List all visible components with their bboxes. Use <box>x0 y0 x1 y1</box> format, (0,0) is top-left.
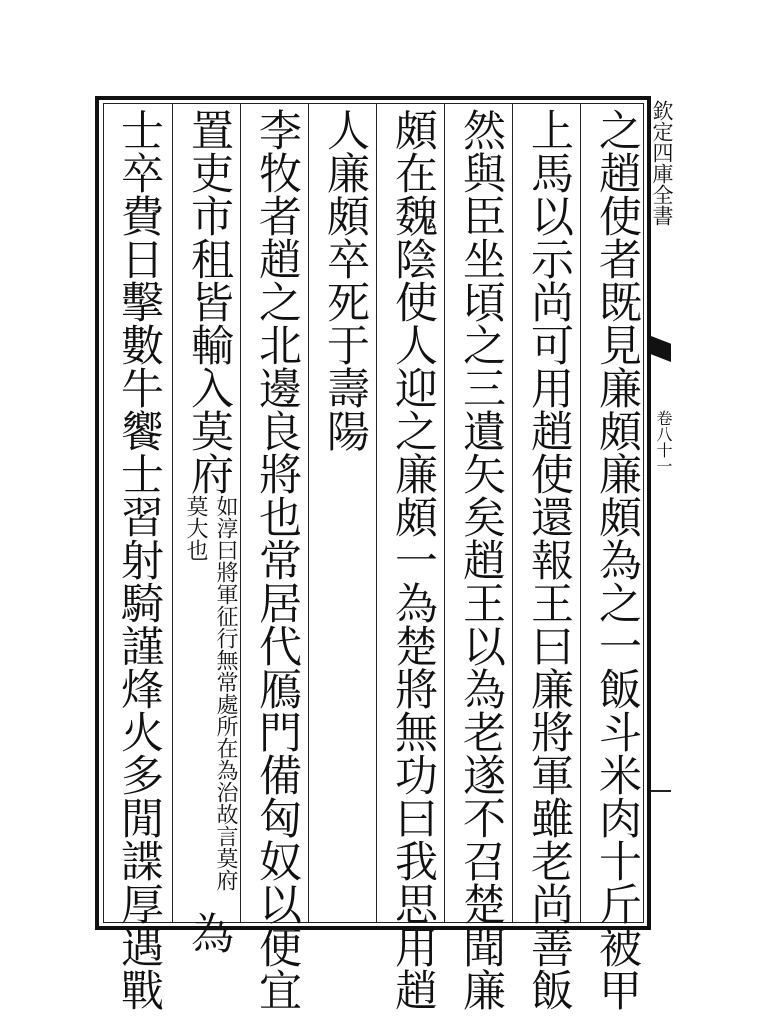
collection-title: 欽定四庫全書 <box>650 100 674 226</box>
column-divider <box>512 103 513 923</box>
text-column-4 <box>382 108 444 1011</box>
juan-label: 卷八十一 <box>654 410 673 474</box>
text-column-1 <box>586 108 648 1011</box>
text-column-5 <box>314 108 376 918</box>
column-text: 頗在魏陰使人迎之廉頗一為楚將無功曰我思用趙 <box>388 108 438 1011</box>
text-column-2 <box>518 108 580 1011</box>
text-column-7 <box>178 108 240 954</box>
column-divider <box>580 103 581 923</box>
interlinear-commentary: 如淳曰將軍征行無常處所在為治故言莫府莫大也 <box>183 495 238 891</box>
column-text: 李牧者趙之北邊良將也常居代鴈門備匈奴以便宜 <box>252 108 302 1011</box>
column-text: 然與臣坐頃之三遺矢矣趙王以為老遂不召楚聞廉 <box>456 108 506 1011</box>
column-text: 之趙使者既見廉頗廉頗為之一飯斗米肉十斤被甲 <box>592 108 642 1011</box>
column-divider <box>376 103 377 923</box>
text-column-3 <box>450 108 512 1011</box>
column-text: 人廉頗卒死于壽陽 <box>320 108 370 452</box>
fish-tail-mark <box>651 336 671 362</box>
margin-tick <box>651 790 671 792</box>
column-text: 士卒費日擊數牛饗士習射騎謹烽火多閒諜厚遇戰 <box>114 108 164 1011</box>
column-divider <box>240 103 241 923</box>
column-text: 上馬以示尚可用趙使還報王曰廉將軍雖老尚善飯 <box>524 108 574 1011</box>
column-divider <box>172 103 173 923</box>
text-column-6 <box>246 108 308 1011</box>
column-text-continued: 為 <box>184 911 234 954</box>
column-divider <box>444 103 445 923</box>
column-divider <box>308 103 309 923</box>
column-text: 置吏市租皆輸入莫府 <box>184 108 234 495</box>
text-column-8 <box>108 108 170 1011</box>
